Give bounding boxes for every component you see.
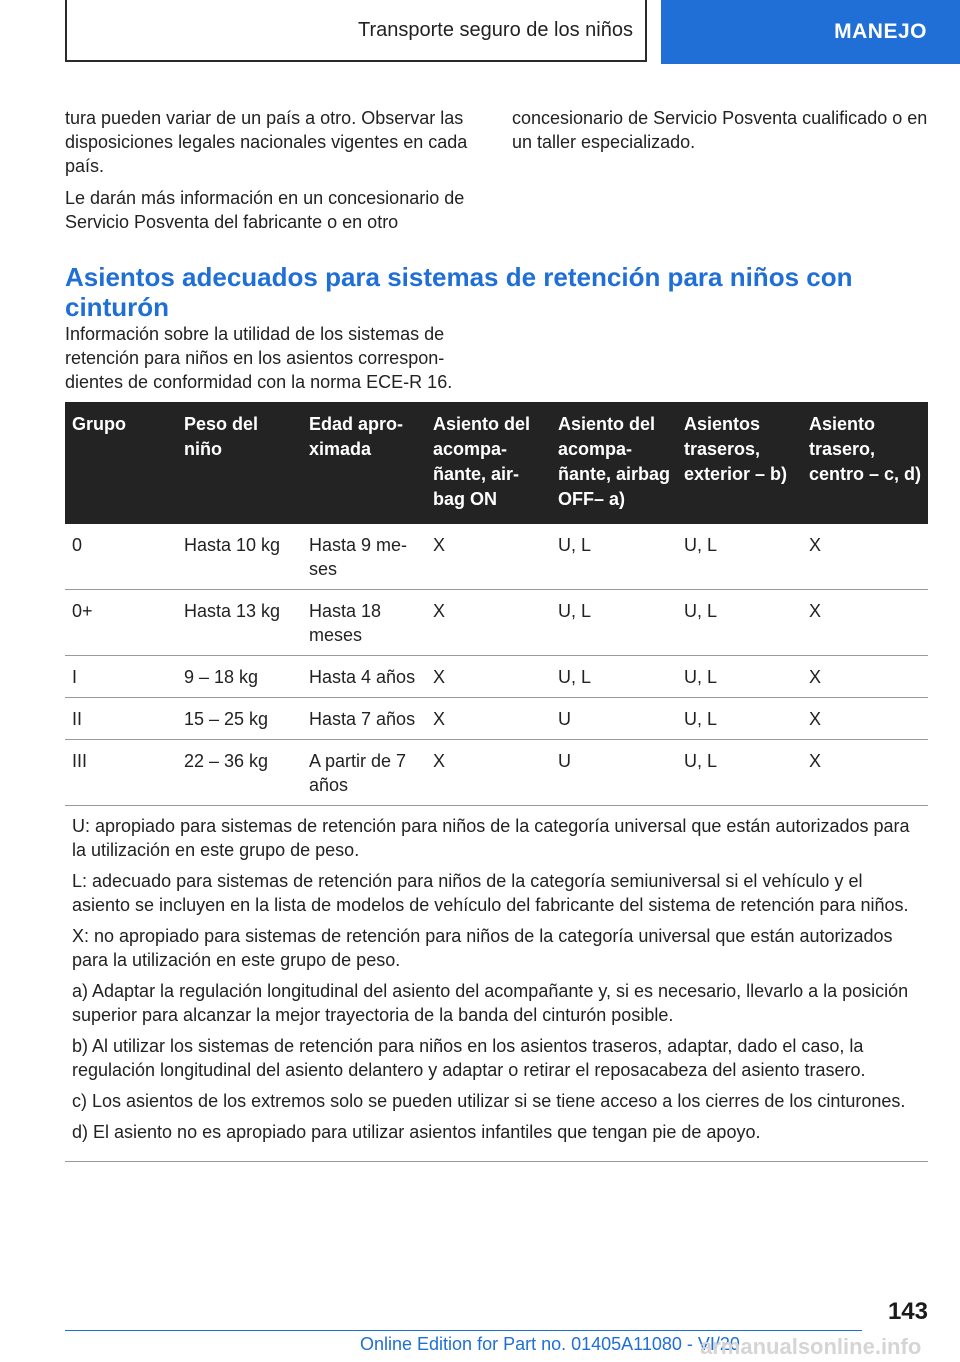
table-cell: X: [426, 656, 551, 698]
section-title: Asientos adecuados para sistemas de retención para niños con cinturón: [65, 262, 853, 322]
table-cell: 22 – 36 kg: [177, 740, 302, 806]
table-header-row: [65, 402, 928, 524]
table-note: d) El asiento no es apropiado para utilizar asientos infantiles que tengan pie de apoyo.: [72, 1122, 761, 1142]
table-note: L: adecuado para sistemas de retención para niños de la categoría semiuniversal si el vehículo y el asiento se incluyen en la lista de modelos de vehículo del fabricante del sistema de retención para niños.: [72, 871, 909, 915]
text-column-right: [512, 106, 928, 162]
table-cell: U, L: [677, 740, 802, 806]
table-cell: Hasta 10 kg: [177, 524, 302, 590]
table-cell: I: [65, 656, 177, 698]
table-header-cell: Peso del niño: [177, 402, 302, 524]
table-header-cell: Asiento del acompañante, airbag ON: [426, 402, 551, 524]
table-cell: X: [802, 740, 928, 806]
table-note: X: no apropiado para sistemas de retención para niños de la categoría universal que están autorizados para la utilización en este grupo de peso.: [72, 926, 893, 970]
page-number: 143: [887, 1298, 928, 1325]
table-cell: X: [426, 590, 551, 656]
table-cell: A partir de 7 años: [302, 740, 426, 806]
table-cell: 0+: [65, 590, 177, 656]
table-row: [65, 590, 928, 656]
table-cell: X: [426, 524, 551, 590]
table-cell: X: [802, 524, 928, 590]
child-seat-table: [65, 402, 928, 1162]
table-note: U: apropiado para sistemas de retención para niños de la categoría universal que están autorizados para la utilización en este grupo de peso.: [72, 816, 910, 860]
paragraph: Le darán más información en un concesionario de Servicio Posventa del fabricante o en otro: [65, 188, 465, 232]
table-row: [65, 740, 928, 806]
table-cell: U, L: [551, 590, 677, 656]
table-cell: X: [426, 698, 551, 740]
text-column-left: [65, 106, 485, 242]
table-cell: U: [551, 698, 677, 740]
table-cell: X: [802, 698, 928, 740]
table-cell: 9 – 18 kg: [177, 656, 302, 698]
footer-divider: [65, 1330, 862, 1331]
table-notes: [65, 806, 928, 1162]
table-cell: X: [802, 590, 928, 656]
table-note: a) Adaptar la regulación longitudinal del asiento del acompañante y, si es necesario, llevarlo a la posición superior para alcanzar la mejor trayectoria de la banda del cinturón posible.: [72, 981, 909, 1025]
table-cell: X: [426, 740, 551, 806]
table-cell: Hasta 9 meses: [302, 524, 426, 590]
table-cell: U, L: [677, 590, 802, 656]
table-cell: Hasta 13 kg: [177, 590, 302, 656]
table-note: c) Los asientos de los extremos solo se pueden utilizar si se tiene acceso a los cierres de los cinturones.: [72, 1091, 906, 1111]
table-cell: 0: [65, 524, 177, 590]
table-header-cell: Edad aproximada: [302, 402, 426, 524]
header-section-title: Transporte seguro de los niños: [358, 18, 633, 41]
table-row: [65, 698, 928, 740]
table-cell: 15 – 25 kg: [177, 698, 302, 740]
header-chapter-tab[interactable]: [661, 0, 960, 64]
header-section-box: [65, 0, 647, 62]
table-cell: II: [65, 698, 177, 740]
table-cell: U, L: [677, 698, 802, 740]
table-row: [65, 524, 928, 590]
table-cell: Hasta 18 meses: [302, 590, 426, 656]
table-cell: III: [65, 740, 177, 806]
table-cell: Hasta 7 años: [302, 698, 426, 740]
table-cell: U, L: [677, 656, 802, 698]
table-header-cell: Asiento del acompañante, airbag OFF– a): [551, 402, 677, 524]
footer-edition: Online Edition for Part no. 01405A11080 - VI/20: [360, 1334, 740, 1354]
paragraph: concesionario de Servicio Posventa cualificado o en un taller especializado.: [512, 108, 928, 152]
watermark: armanualsonline.info: [700, 1334, 922, 1359]
paragraph: tura pueden variar de un país a otro. Observar las disposiciones legales nacionales vigentes en cada país.: [65, 108, 468, 176]
table-cell: U, L: [551, 656, 677, 698]
table-header-cell: Asiento trasero, centro – c, d): [802, 402, 928, 524]
table-header-cell: Grupo: [65, 402, 177, 524]
table-row: [65, 656, 928, 698]
table-cell: U, L: [677, 524, 802, 590]
table-header-cell: Asientos traseros, exterior – b): [677, 402, 802, 524]
section-intro: Información sobre la utilidad de los sistemas de retención para niños en los asientos correspondientes de conformidad con la norma ECE-R 16.: [65, 324, 453, 392]
header-chapter-label: MANEJO: [834, 20, 927, 43]
table-cell: U: [551, 740, 677, 806]
table-cell: Hasta 4 años: [302, 656, 426, 698]
table-cell: X: [802, 656, 928, 698]
table-note: b) Al utilizar los sistemas de retención para niños en los asientos traseros, adaptar, dado el caso, la regulación longitudinal del asiento delantero y adaptar o retirar el reposacabeza del asiento trasero.: [72, 1036, 866, 1080]
table-cell: U, L: [551, 524, 677, 590]
